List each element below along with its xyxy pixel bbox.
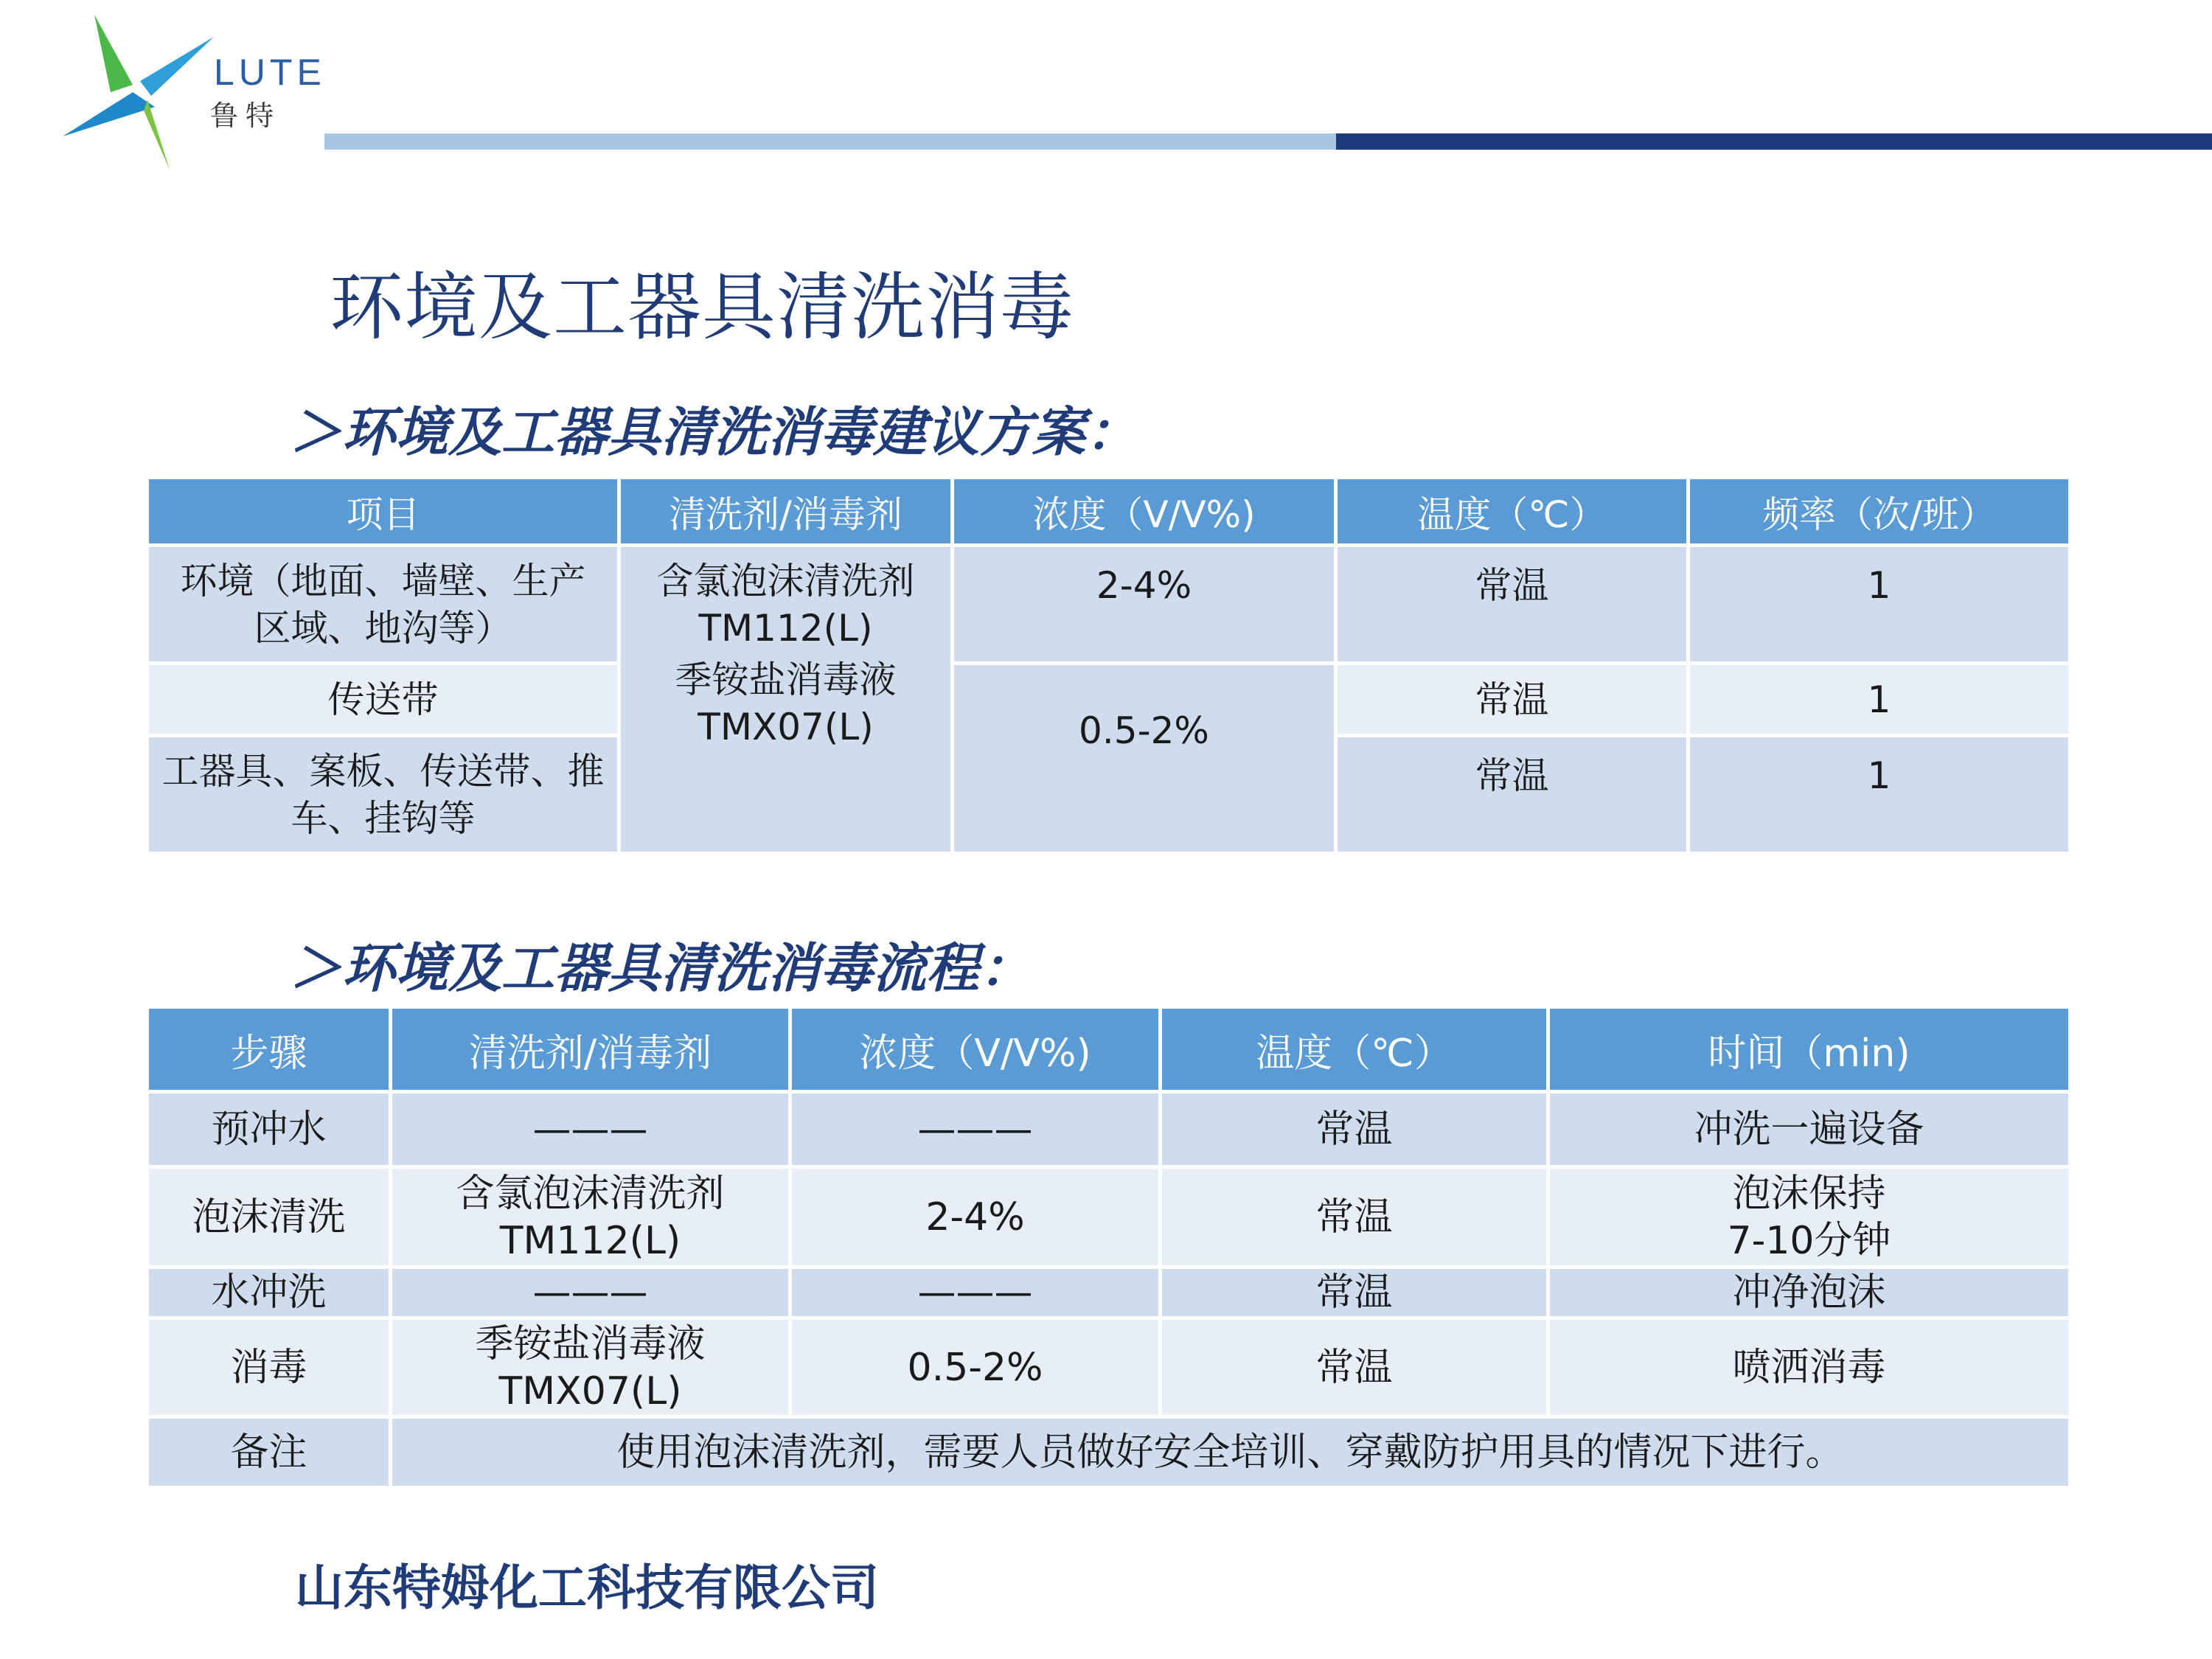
time-cell [1550, 1269, 2072, 1320]
logo-green-shape [94, 15, 133, 92]
agent-cell [392, 1320, 792, 1419]
step-cell: 泡沫清洗 [149, 1169, 392, 1269]
header-agent: 清洗剂/消毒剂 [621, 479, 954, 547]
time-line: 喷洒消毒 [1732, 1345, 1886, 1390]
header-concentration: 浓度（V/V%) [792, 1009, 1162, 1093]
header-agent: 清洗剂/消毒剂 [392, 1009, 792, 1093]
concentration-cell [954, 547, 1338, 665]
concentration-text: 2-4% [1096, 564, 1192, 607]
section-title-plan: ＞环境及工器具清洗消毒建议方案： [289, 401, 1139, 463]
time-cell [1550, 1320, 2072, 1419]
time-cell [1550, 1169, 2072, 1269]
agent-line: TM112(L) [698, 607, 873, 650]
concentration-cell: 0.5-2% [792, 1320, 1162, 1419]
time-line: 冲净泡沫 [1732, 1270, 1886, 1315]
agent-line: 含氯泡沫清洗剂 [656, 560, 915, 602]
table-row [149, 1169, 2072, 1269]
agent-line: ——— [532, 1107, 648, 1152]
plan-table-header [149, 479, 2072, 547]
temperature-cell: 常温 [1338, 547, 1690, 665]
time-line: 7-10分钟 [1727, 1218, 1891, 1263]
agent-line: TM112(L) [499, 1218, 681, 1263]
agent-line: TMX07(L) [698, 706, 874, 748]
lute-logo [59, 11, 326, 177]
header-temperature: 温度（℃） [1338, 479, 1690, 547]
agent-line: 含氯泡沫清洗剂 [456, 1171, 725, 1216]
agent-line: 季铵盐消毒液 [475, 1321, 706, 1366]
frequency-cell: 1 [1690, 665, 2072, 737]
table-row [149, 547, 2072, 665]
note-label-cell: 备注 [149, 1419, 392, 1489]
agent-cell [392, 1169, 792, 1269]
logo-green-tail [144, 100, 170, 170]
table-row [149, 1320, 2072, 1419]
logo-blue-top [140, 37, 214, 96]
header-bar-dark [1336, 133, 2212, 150]
agent-cell [621, 547, 954, 855]
concentration-cell: ——— [792, 1093, 1162, 1169]
header-bar-light [324, 133, 1336, 150]
agent-line: TMX07(L) [498, 1368, 682, 1413]
header-frequency: 频率（次/班） [1690, 479, 2072, 547]
plan-table [149, 479, 2072, 855]
item-cell [149, 737, 621, 855]
header-time: 时间（min) [1550, 1009, 2072, 1093]
time-line: 冲洗一遍设备 [1694, 1107, 1924, 1152]
item-cell [149, 547, 621, 665]
temperature-cell: 常温 [1338, 737, 1690, 855]
agent-line: 季铵盐消毒液 [675, 658, 897, 701]
table-row [149, 1269, 2072, 1320]
temperature-cell: 常温 [1162, 1093, 1550, 1169]
time-line: 泡沫保持 [1732, 1171, 1886, 1216]
brand-cn: 鲁特 [210, 100, 282, 132]
temperature-cell: 常温 [1162, 1169, 1550, 1269]
item-cell: 传送带 [149, 665, 621, 737]
company-name: 山东特姆化工科技有限公司 [295, 1559, 879, 1616]
header-concentration: 浓度（V/V%) [954, 479, 1338, 547]
item-text: 工器具、案板、传送带、推车、挂钩等 [161, 749, 605, 840]
agent-cell [392, 1269, 792, 1320]
agent-line: ——— [532, 1270, 648, 1315]
step-cell: 消毒 [149, 1320, 392, 1419]
time-cell [1550, 1093, 2072, 1169]
item-text: 环境（地面、墙壁、生产区域、地沟等） [180, 559, 586, 650]
temperature-cell: 常温 [1162, 1269, 1550, 1320]
note-text-cell: 使用泡沫清洗剂，需要人员做好安全培训、穿戴防护用具的情况下进行。 [392, 1419, 2072, 1489]
page-title: 环境及工器具清洗消毒 [330, 264, 1074, 350]
frequency-cell: 1 [1690, 547, 2072, 665]
table-row [149, 1093, 2072, 1169]
process-table [149, 1009, 2072, 1489]
temperature-cell: 常温 [1162, 1320, 1550, 1419]
temperature-cell: 常温 [1338, 665, 1690, 737]
header-item: 项目 [149, 479, 621, 547]
brand-name: LUTE [214, 52, 326, 93]
agent-cell [392, 1093, 792, 1169]
frequency-cell: 1 [1690, 737, 2072, 855]
concentration-text: 0.5-2% [1079, 709, 1209, 752]
concentration-cell: 2-4% [792, 1169, 1162, 1269]
concentration-cell [954, 665, 1338, 855]
step-cell: 预冲水 [149, 1093, 392, 1169]
header-temperature: 温度（℃） [1162, 1009, 1550, 1093]
table-row-note [149, 1419, 2072, 1489]
table-row [149, 665, 2072, 737]
concentration-cell: ——— [792, 1269, 1162, 1320]
logo-blue-shape [63, 92, 155, 136]
step-cell: 水冲洗 [149, 1269, 392, 1320]
section-title-process: ＞环境及工器具清洗消毒流程： [289, 937, 1033, 999]
header-step: 步骤 [149, 1009, 392, 1093]
process-table-header [149, 1009, 2072, 1093]
